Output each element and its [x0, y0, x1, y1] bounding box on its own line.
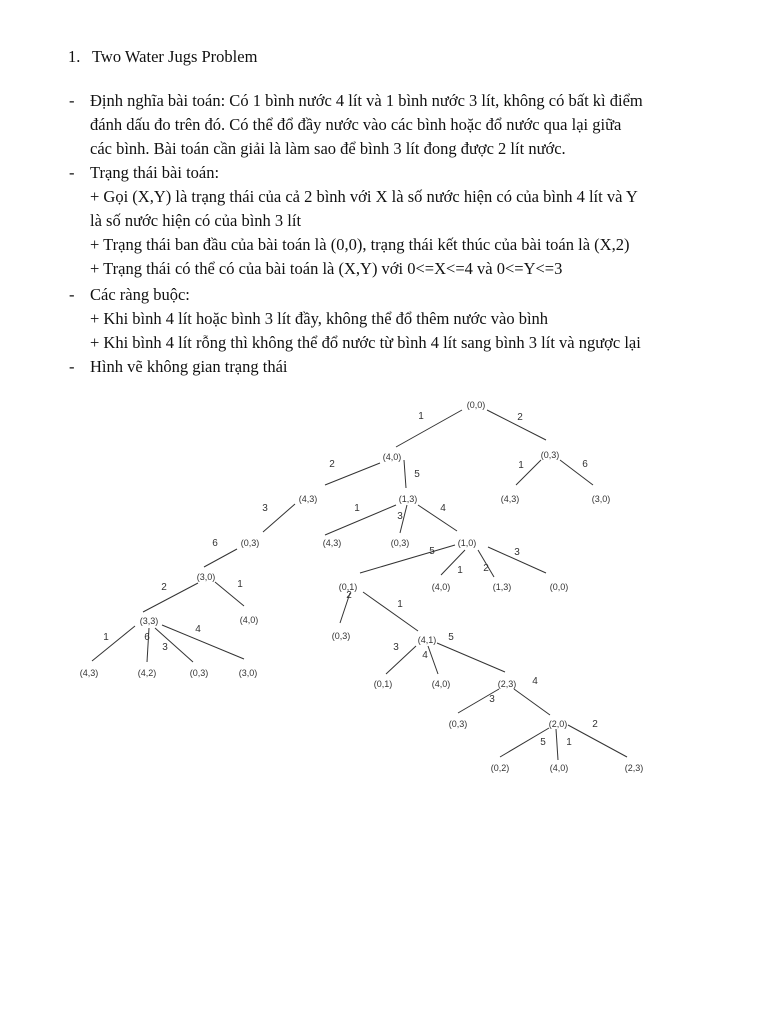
tree-node: (4,3) — [322, 538, 342, 548]
edge-label: 2 — [161, 582, 167, 593]
bullet-dash: - — [69, 163, 75, 182]
tree-node: (4,3) — [298, 494, 318, 504]
tree-edge — [363, 592, 418, 631]
constraint-line-1: + Khi bình 4 lít hoặc bình 3 lít đầy, không thể đổ thêm nước vào bình — [90, 309, 549, 328]
bullet-dash: - — [69, 285, 75, 304]
tree-node: (0,3) — [331, 631, 351, 641]
definition-line-1: Định nghĩa bài toán: Có 1 bình nước 4 lít và 1 bình nước 3 lít, không có bất kì điểm — [90, 91, 643, 110]
edge-label: 3 — [162, 642, 168, 653]
tree-node: (3,0) — [238, 668, 258, 678]
tree-node: (0,0) — [549, 582, 569, 592]
edge-label: 5 — [414, 469, 420, 480]
state-line-1: + Gọi (X,Y) là trạng thái của cả 2 bình với X là số nước hiện có của bình 4 lít và Y — [90, 187, 638, 206]
tree-node: (3,0) — [196, 572, 216, 582]
tree-node: (0,3) — [540, 450, 560, 460]
tree-node: (4,0) — [382, 452, 402, 462]
section-title: Two Water Jugs Problem — [92, 47, 258, 66]
tree-node: (0,1) — [338, 582, 358, 592]
tree-node: (1,3) — [492, 582, 512, 592]
constraint-line-2: + Khi bình 4 lít rỗng thì không thể đổ nước từ bình 4 lít sang bình 3 lít và ngược lại — [90, 333, 641, 352]
edge-label: 1 — [418, 411, 424, 422]
tree-node: (0,3) — [390, 538, 410, 548]
tree-edge — [204, 549, 237, 567]
state-line-4: + Trạng thái có thể có của bài toán là (X,Y) với 0<=X<=4 và 0<=Y<=3 — [90, 259, 563, 278]
tree-node: (4,3) — [500, 494, 520, 504]
state-line-2: là số nước hiện có của bình 3 lít — [90, 211, 302, 230]
definition-line-2: đánh dấu đo trên đó. Có thể đổ đầy nước vào các bình hoặc đổ nước qua lại giữa — [90, 115, 622, 134]
tree-edge — [418, 505, 457, 531]
edge-label: 1 — [237, 579, 243, 590]
tree-node: (2,0) — [548, 719, 568, 729]
tree-edge — [263, 504, 295, 532]
tree-node: (4,1) — [417, 635, 437, 645]
edge-label: 1 — [354, 503, 360, 514]
edge-label: 1 — [103, 632, 109, 643]
state-line-3: + Trạng thái ban đầu của bài toán là (0,0), trạng thái kết thúc của bài toán là (X,2) — [90, 235, 630, 254]
tree-edge — [143, 583, 198, 612]
edge-label: 1 — [457, 565, 463, 576]
edge-label: 2 — [346, 590, 352, 601]
tree-edge — [162, 625, 244, 659]
tree-node: (3,0) — [591, 494, 611, 504]
tree-edge — [155, 628, 193, 662]
tree-node: (4,3) — [79, 668, 99, 678]
edge-label: 1 — [566, 737, 572, 748]
tree-node: (4,0) — [239, 615, 259, 625]
state-space-tree — [0, 385, 768, 785]
tree-edge — [92, 626, 135, 661]
tree-edge — [556, 729, 558, 760]
edge-label: 3 — [262, 503, 268, 514]
edge-label: 2 — [483, 563, 489, 574]
edge-label: 2 — [329, 459, 335, 470]
edge-label: 1 — [518, 460, 524, 471]
section-number: 1. — [68, 47, 81, 66]
tree-edge — [386, 646, 416, 674]
edge-label: 3 — [393, 642, 399, 653]
tree-node: (0,2) — [490, 763, 510, 773]
edge-label: 5 — [540, 737, 546, 748]
edge-label: 4 — [440, 503, 446, 514]
tree-edge — [404, 460, 406, 488]
tree-node: (4,0) — [431, 679, 451, 689]
constraints-heading: Các ràng buộc: — [90, 285, 190, 304]
edge-label: 6 — [212, 538, 218, 549]
edge-label: 3 — [489, 694, 495, 705]
edge-label: 6 — [582, 459, 588, 470]
figure-caption: Hình vẽ không gian trạng thái — [90, 357, 288, 376]
tree-node: (4,0) — [549, 763, 569, 773]
tree-edge — [360, 545, 455, 573]
edge-label: 6 — [144, 632, 150, 643]
tree-edge — [560, 460, 593, 485]
edge-label: 3 — [397, 511, 403, 522]
tree-node: (0,3) — [189, 668, 209, 678]
tree-node: (3,3) — [139, 616, 159, 626]
tree-node: (0,0) — [466, 400, 486, 410]
edge-label: 3 — [514, 547, 520, 558]
tree-edge — [428, 646, 438, 674]
tree-edge — [514, 689, 550, 715]
bullet-dash: - — [69, 357, 75, 376]
tree-node: (0,3) — [448, 719, 468, 729]
tree-edge — [325, 505, 396, 535]
tree-edge — [437, 643, 505, 672]
edge-label: 2 — [517, 412, 523, 423]
tree-node: (0,3) — [240, 538, 260, 548]
state-heading: Trạng thái bài toán: — [90, 163, 220, 182]
tree-node: (2,3) — [624, 763, 644, 773]
edge-label: 2 — [592, 719, 598, 730]
tree-node: (0,1) — [373, 679, 393, 689]
edge-label: 4 — [532, 676, 538, 687]
tree-node: (4,2) — [137, 668, 157, 678]
definition-line-3: các bình. Bài toán cần giải là làm sao để bình 3 lít đong được 2 lít nước. — [90, 139, 566, 158]
tree-node: (2,3) — [497, 679, 517, 689]
tree-node: (1,0) — [457, 538, 477, 548]
bullet-dash: - — [69, 91, 75, 110]
tree-edge — [396, 410, 462, 447]
edge-label: 5 — [448, 632, 454, 643]
edge-label: 1 — [397, 599, 403, 610]
edge-label: 4 — [195, 624, 201, 635]
tree-node: (4,0) — [431, 582, 451, 592]
edge-label: 5 — [429, 546, 435, 557]
tree-node: (1,3) — [398, 494, 418, 504]
edge-label: 4 — [422, 650, 428, 661]
